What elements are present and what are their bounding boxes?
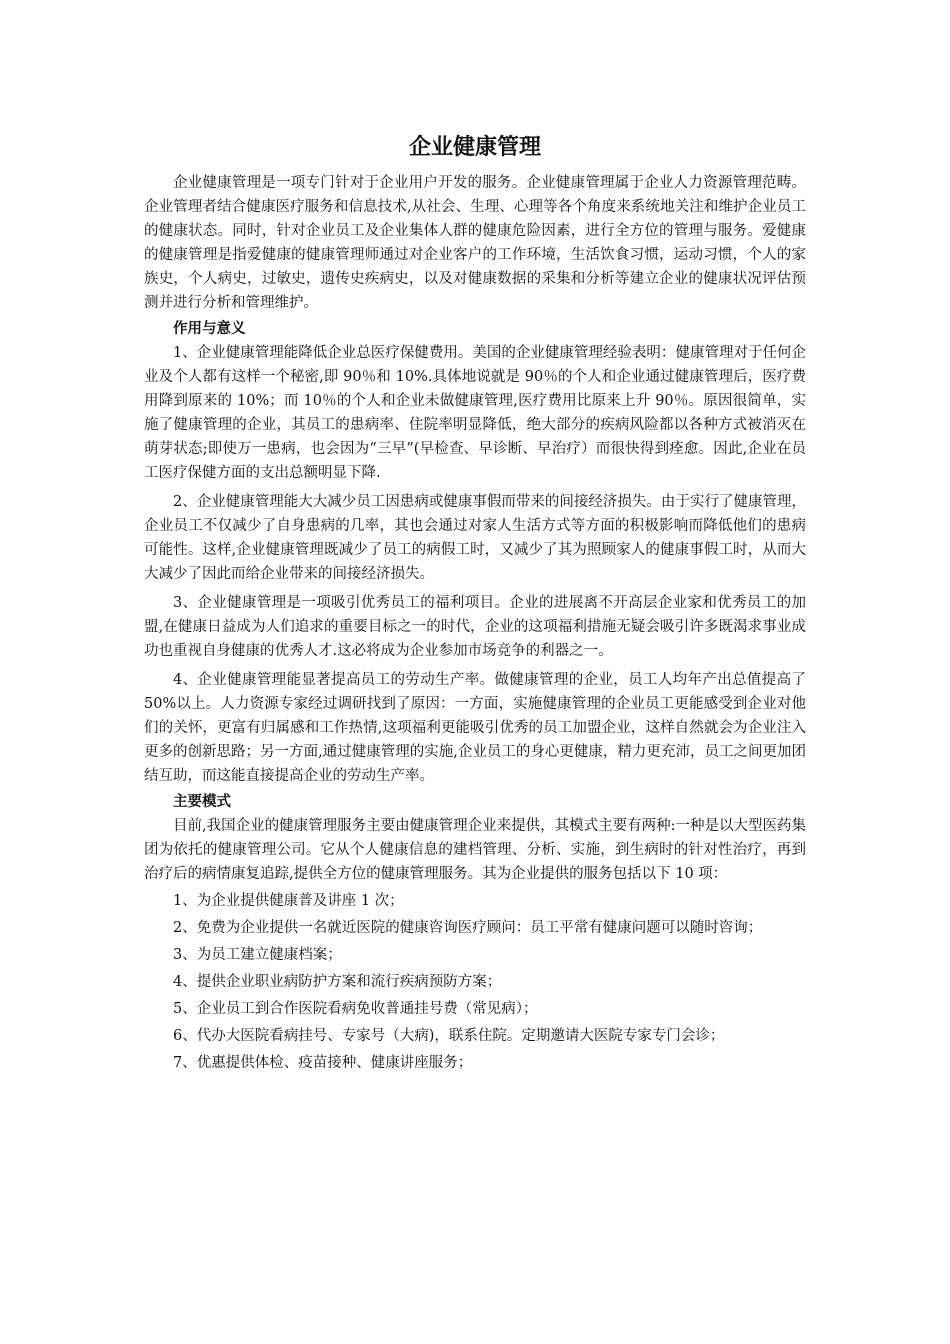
list-item: 1、为企业提供健康普及讲座 1 次； xyxy=(173,893,404,909)
paragraph: 3、企业健康管理是一项吸引优秀员工的福利项目。企业的进展离不开高层企业家和优秀员工的加盟,在健康日益成为人们追求的重要目标之一的时代，企业的这项福利措施无疑会吸引许多既渴求事业成功也重视自身健康的优秀人才.这必将成为企业参加市场竞争的利器之一。 xyxy=(144,595,806,659)
list-item: 3、为员工建立健康档案； xyxy=(173,947,342,963)
section-heading-role: 作用与意义 xyxy=(173,321,246,337)
document-body xyxy=(144,131,806,1075)
list-item: 7、优惠提供体检、疫苗接种、健康讲座服务； xyxy=(173,1055,473,1071)
paragraph: 2、企业健康管理能大大减少员工因患病或健康事假而带来的间接经济损失。由于实行了健康管理，企业员工不仅减少了自身患病的几率，其也会通过对家人生活方式等方面的积极影响而降低他们的患病可能性。这样,企业健康管理既减少了员工的病假工时，又减少了其为照顾家人的健康事假工时，从而大大减少了因此而给企业带来的间接经济损失。 xyxy=(144,494,806,582)
document-title: 企业健康管理 xyxy=(408,135,541,160)
intro-paragraph: 企业健康管理是一项专门针对于企业用户开发的服务。企业健康管理属于企业人力资源管理范畴。企业管理者结合健康医疗服务和信息技术,从社会、生理、心理等各个角度来系统地关注和维护企业员工的健康状态。同时，针对企业员工及企业集体人群的健康危险因素，进行全方位的管理与服务。爱健康的健康管理是指爱健康的健康管理师通过对企业客户的工作环境，生活饮食习惯，运动习惯，个人的家族史，个人病史，过敏史，遗传史疾病史，以及对健康数据的采集和分析等建立企业的健康状况评估预测并进行分析和管理维护。 xyxy=(144,175,806,311)
paragraph: 目前,我国企业的健康管理服务主要由健康管理企业来提供，其模式主要有两种:一种是以大型医药集团为依托的健康管理公司。它从个人健康信息的建档管理、分析、实施，到生病时的针对性治疗，再到治疗后的病情康复追踪,提供全方位的健康管理服务。其为企业提供的服务包括以下 10 项： xyxy=(144,818,806,882)
paragraph: 4、企业健康管理能显著提高员工的劳动生产率。做健康管理的企业，员工人均年产出总值提高了 50%以上。人力资源专家经过调研找到了原因：一方面，实施健康管理的企业员工更能感受到企业对他们的关怀，更富有归属感和工作热情,这项福利更能吸引优秀的员工加盟企业，这样自然就会为企业注入更多的创新思路；另一方面,通过健康管理的实施,企业员工的身心更健康，精力更充沛，员工之间更加团结互助，而这能直接提高企业的劳动生产率。 xyxy=(144,672,806,784)
paragraph: 1、企业健康管理能降低企业总医疗保健费用。美国的企业健康管理经验表明：健康管理对于任何企业及个人都有这样一个秘密,即 90％和 10%.具体地说就是 90％的个人和企业通过健康管理后，医疗费用降到原来的 10%；而 10％的个人和企业未做健康管理,医疗费用比原来上升 90％。原因很简单，实施了健康管理的企业，其员工的患病率、住院率明显降低，绝大部分的疾病风险都以各种方式被消灭在萌芽状态;即使万一患病，也会因为“三早”(早检查、早诊断、早治疗）而很快得到痊愈。因此,企业在员工医疗保健方面的支出总额明显下降. xyxy=(144,345,806,481)
list-item: 6、代办大医院看病挂号、专家号（大病)，联系住院。定期邀请大医院专家专门会诊； xyxy=(173,1028,725,1044)
list-item: 5、企业员工到合作医院看病免收普通挂号费（常见病）； xyxy=(173,1001,538,1017)
list-item: 4、提供企业职业病防护方案和流行疾病预防方案； xyxy=(173,974,502,990)
list-item: 2、免费为企业提供一名就近医院的健康咨询医疗顾问：员工平常有健康问题可以随时咨询； xyxy=(173,920,763,936)
section-heading-modes: 主要模式 xyxy=(173,794,231,810)
